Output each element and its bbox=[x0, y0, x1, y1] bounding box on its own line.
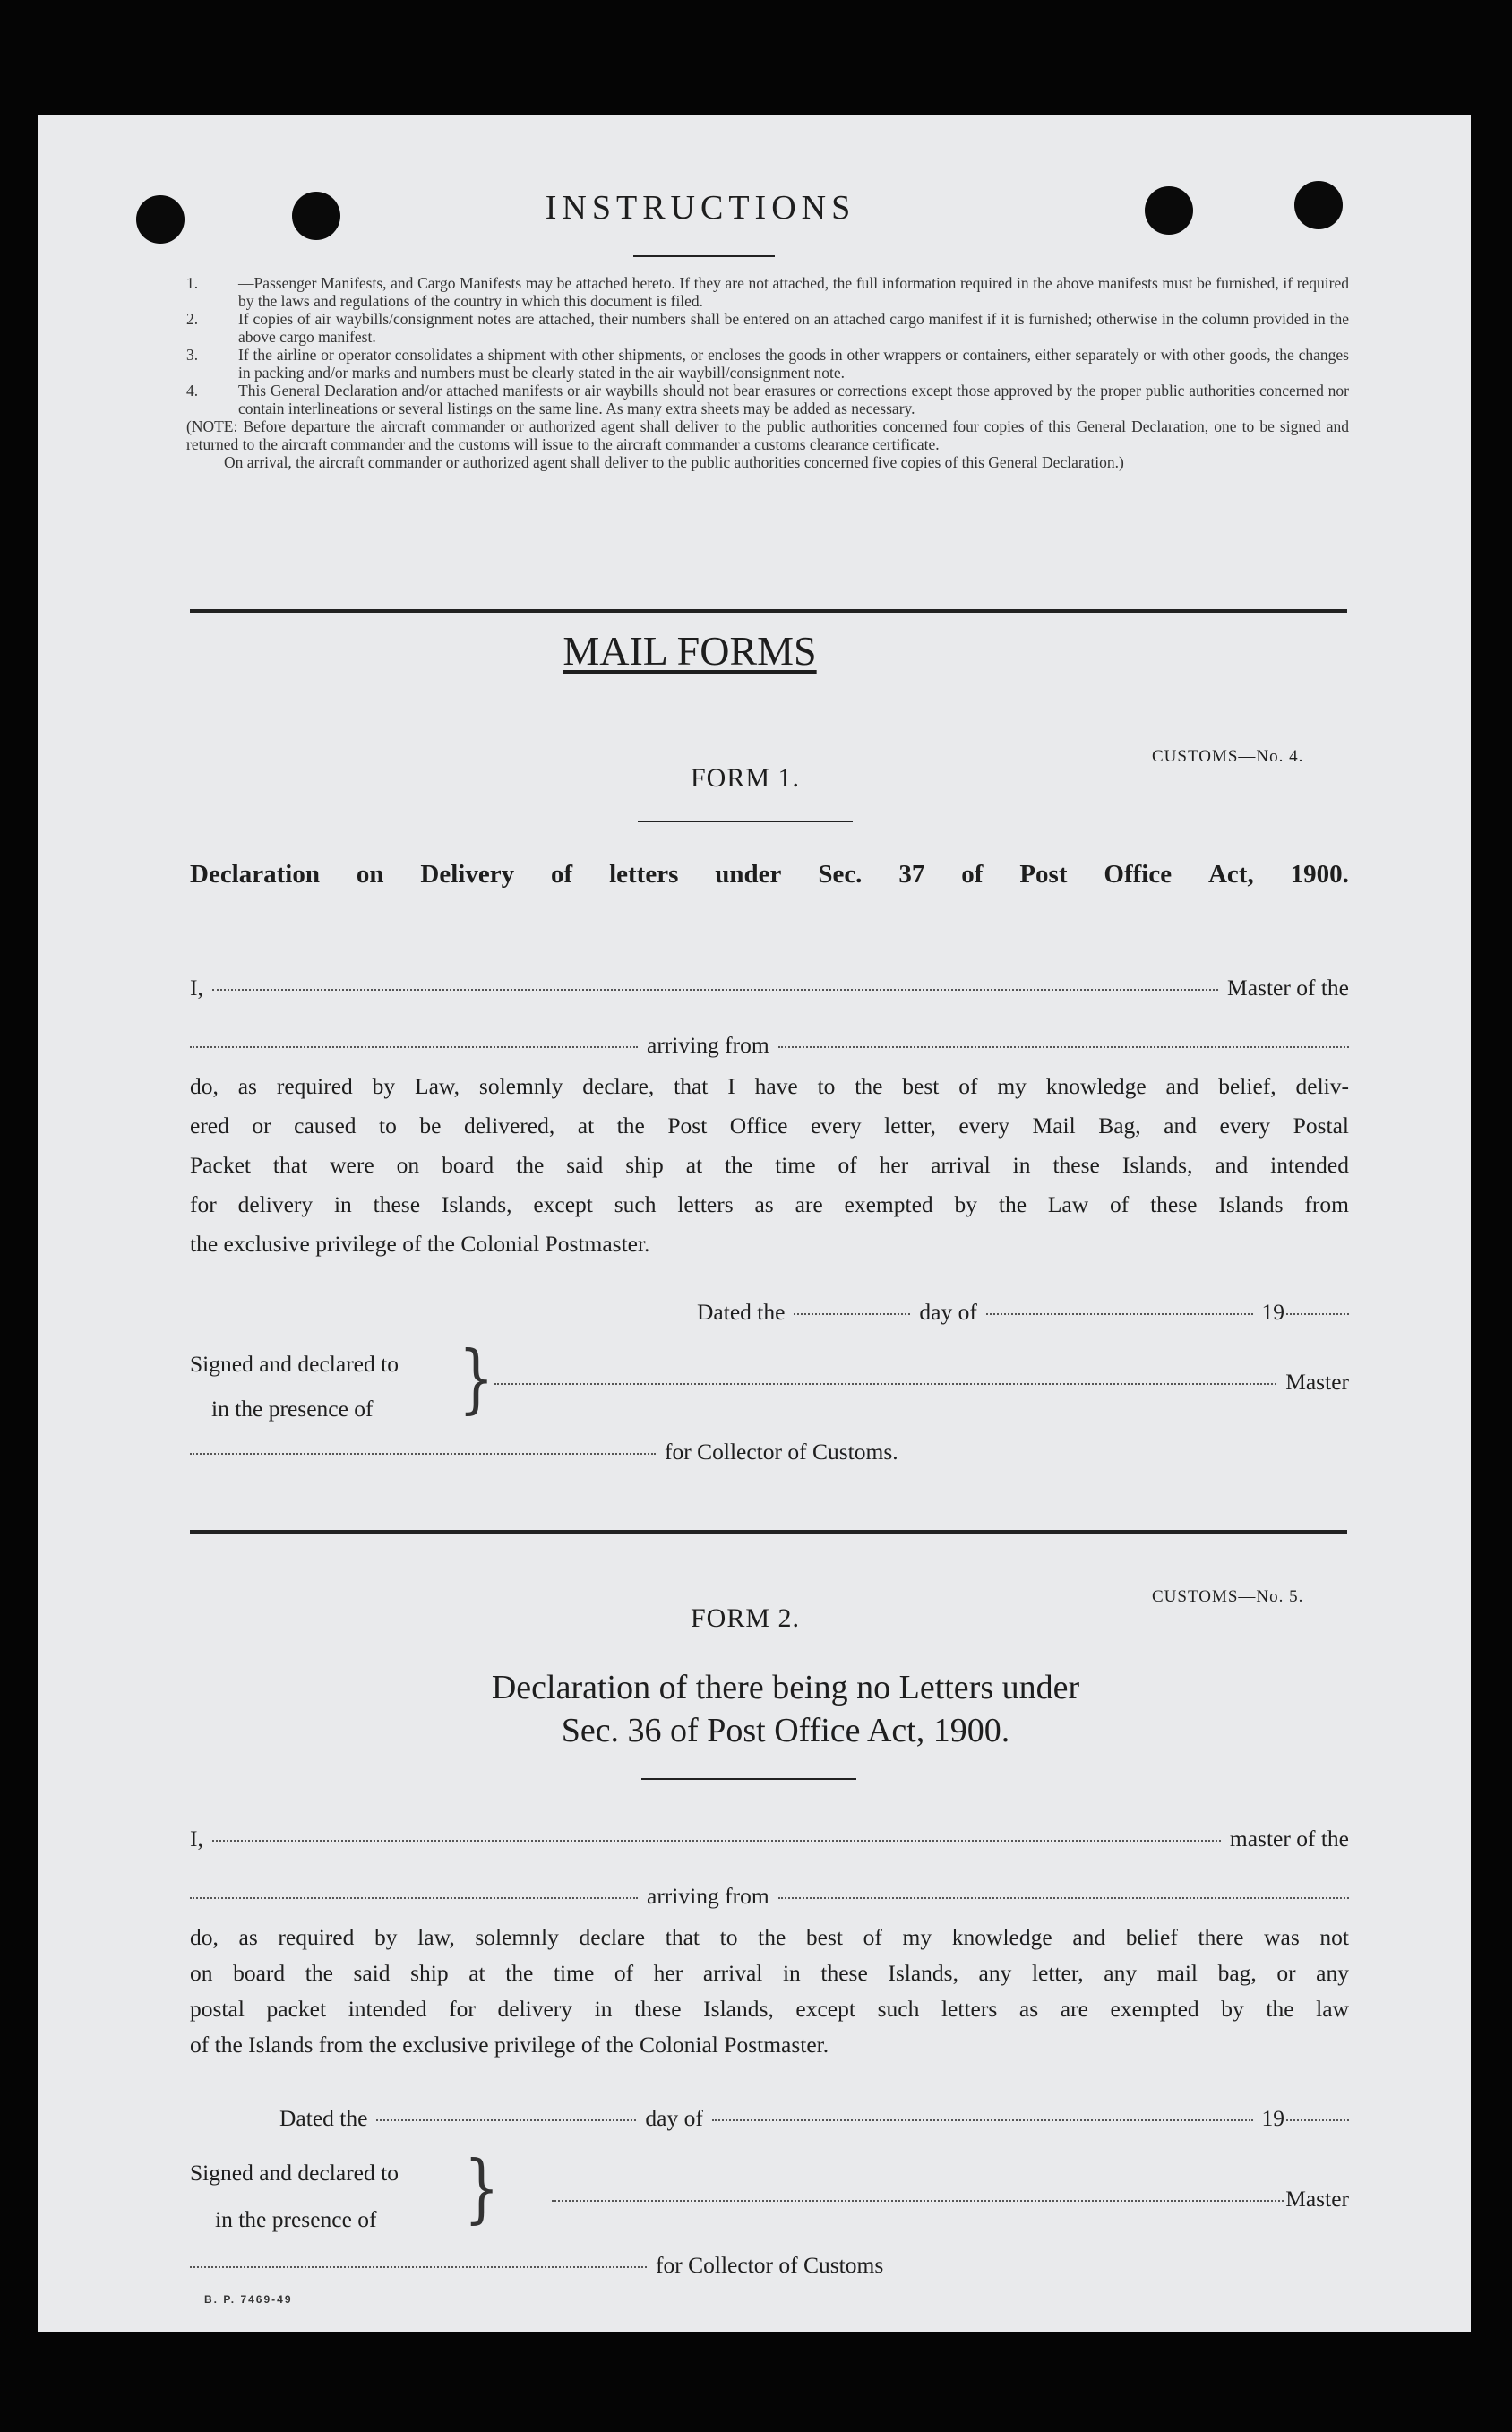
form1-ship-field[interactable] bbox=[190, 1046, 638, 1048]
instruction-item: 3. If the airline or operator consolidates a shipment with other shipments, or encloses the goods in other wrappers or containers, either separately or with other goods, the changes in packing and/or marks and numbers must be clearly stated in the air waybill/consignment note. bbox=[186, 346, 1349, 382]
form1-declaration-title: Declaration on Delivery of letters under Sec. 37 of Post Office Act, 1900. bbox=[190, 860, 1349, 889]
form2-day-field[interactable] bbox=[376, 2119, 636, 2121]
instructions-title: INSTRUCTIONS bbox=[545, 189, 856, 227]
form2-name-line: I, master of the bbox=[190, 1826, 1349, 1852]
form1-dated-line: Dated the day of 19 bbox=[697, 1299, 1349, 1326]
mail-forms-title: MAIL FORMS bbox=[563, 628, 817, 674]
instruction-item: 2. If copies of air waybills/consignment notes are attached, their numbers shall be entered on an attached cargo manifest if it is furnished; otherwise in the column provided in the above cargo manifest. bbox=[186, 310, 1349, 346]
punch-hole-left-1 bbox=[136, 195, 185, 244]
form1-collector-signature-field[interactable] bbox=[190, 1453, 656, 1455]
form2-master-line: Master bbox=[552, 2186, 1349, 2213]
form2-title-rule bbox=[641, 1778, 856, 1780]
section-divider-middle bbox=[190, 1530, 1347, 1534]
form2-brace: } bbox=[464, 2144, 500, 2232]
form2-name-field[interactable] bbox=[212, 1840, 1221, 1842]
instruction-note: (NOTE: Before departure the aircraft commander or authorized agent shall deliver to the public authorities concerned four copies of this General Declaration, one to be signed and returned to the aircraft commander and the customs will issue to the aircraft commander a customs clearance certificate. bbox=[186, 417, 1349, 453]
section-divider-top bbox=[190, 609, 1347, 613]
instruction-note-arrival: On arrival, the aircraft commander or authorized agent shall deliver to the public authorities concerned five copies of this General Declaration.) bbox=[224, 453, 1124, 471]
form1-heading: FORM 1. bbox=[690, 763, 801, 793]
form2-customs-number: CUSTOMS—No. 5. bbox=[1152, 1587, 1304, 1606]
form1-body: do, as required by Law, solemnly declare, that I have to the best of my knowledge and belief, deliv- ered or caused to be delivered, at the Post Office every letter, every Mail Bag, and every Postal Packet that were on board the said ship at the time of her arrival in these Islands, and intended for delivery in these Islands, except such letters as are exempted by the Law of these Islands from the exclusive privilege of the Colonial Postmaster. bbox=[190, 1073, 1349, 1257]
form2-ship-field[interactable] bbox=[190, 1897, 638, 1899]
form1-month-field[interactable] bbox=[986, 1313, 1253, 1315]
form2-master-signature-field[interactable] bbox=[552, 2200, 1284, 2202]
form2-collector-line: for Collector of Customs bbox=[190, 2252, 996, 2279]
instructions-title-rule bbox=[633, 255, 775, 257]
form2-ship-line: arriving from bbox=[190, 1883, 1349, 1910]
form2-heading: FORM 2. bbox=[690, 1603, 801, 1633]
form2-year-field[interactable] bbox=[1286, 2119, 1349, 2121]
form2-origin-field[interactable] bbox=[778, 1897, 1349, 1899]
form1-origin-field[interactable] bbox=[778, 1046, 1349, 1048]
form2-month-field[interactable] bbox=[712, 2119, 1253, 2121]
punch-hole-right-1 bbox=[1145, 186, 1193, 235]
form2-dated-line: Dated the day of 19 bbox=[279, 2105, 1349, 2132]
form1-year-field[interactable] bbox=[1286, 1313, 1349, 1315]
form2-declaration-title: Declaration of there being no Letters under Sec. 36 of Post Office Act, 1900. bbox=[491, 1669, 1080, 1749]
instructions-list bbox=[186, 274, 1349, 471]
form1-ship-line: arriving from bbox=[190, 1032, 1349, 1059]
form2-signed-label: Signed and declared to in the presence of bbox=[190, 2160, 399, 2232]
instruction-item: 1. —Passenger Manifests, and Cargo Manifests may be attached hereto. If they are not attached, the full information required in the above manifests must be furnished, if required by the laws and regulations of the country in which this document is filed. bbox=[186, 274, 1349, 310]
form1-master-line: Master bbox=[494, 1369, 1349, 1396]
form1-master-signature-field[interactable] bbox=[494, 1383, 1276, 1385]
form1-collector-line: for Collector of Customs. bbox=[190, 1439, 996, 1465]
form1-customs-number: CUSTOMS—No. 4. bbox=[1152, 747, 1304, 766]
form1-heading-rule bbox=[638, 821, 853, 822]
form1-name-line: I, Master of the bbox=[190, 975, 1349, 1001]
form1-signed-label: Signed and declared to in the presence of bbox=[190, 1351, 399, 1422]
instruction-item: 4. This General Declaration and/or attached manifests or air waybills should not bear erasures or corrections except those approved by the proper public authorities concerned nor contain interlineations or several listings on the same line. As many extra sheets may be added as necessary. bbox=[186, 382, 1349, 417]
form1-brace: } bbox=[459, 1334, 494, 1422]
document-page bbox=[38, 115, 1471, 2332]
print-code: B. P. 7469-49 bbox=[204, 2293, 293, 2306]
form1-name-field[interactable] bbox=[212, 989, 1218, 991]
form2-collector-signature-field[interactable] bbox=[190, 2266, 647, 2268]
punch-hole-right-2 bbox=[1294, 181, 1343, 229]
punch-hole-left-2 bbox=[292, 192, 340, 240]
form1-day-field[interactable] bbox=[794, 1313, 910, 1315]
form2-body: do, as required by law, solemnly declare that to the best of my knowledge and belief there was not on board the said ship at the time of her arrival in these Islands, any letter, any mail bag, or any postal packet intended for delivery in these Islands, except such letters as are exempted by the law of the Islands from the exclusive privilege of the Colonial Postmaster. bbox=[190, 1924, 1349, 2058]
